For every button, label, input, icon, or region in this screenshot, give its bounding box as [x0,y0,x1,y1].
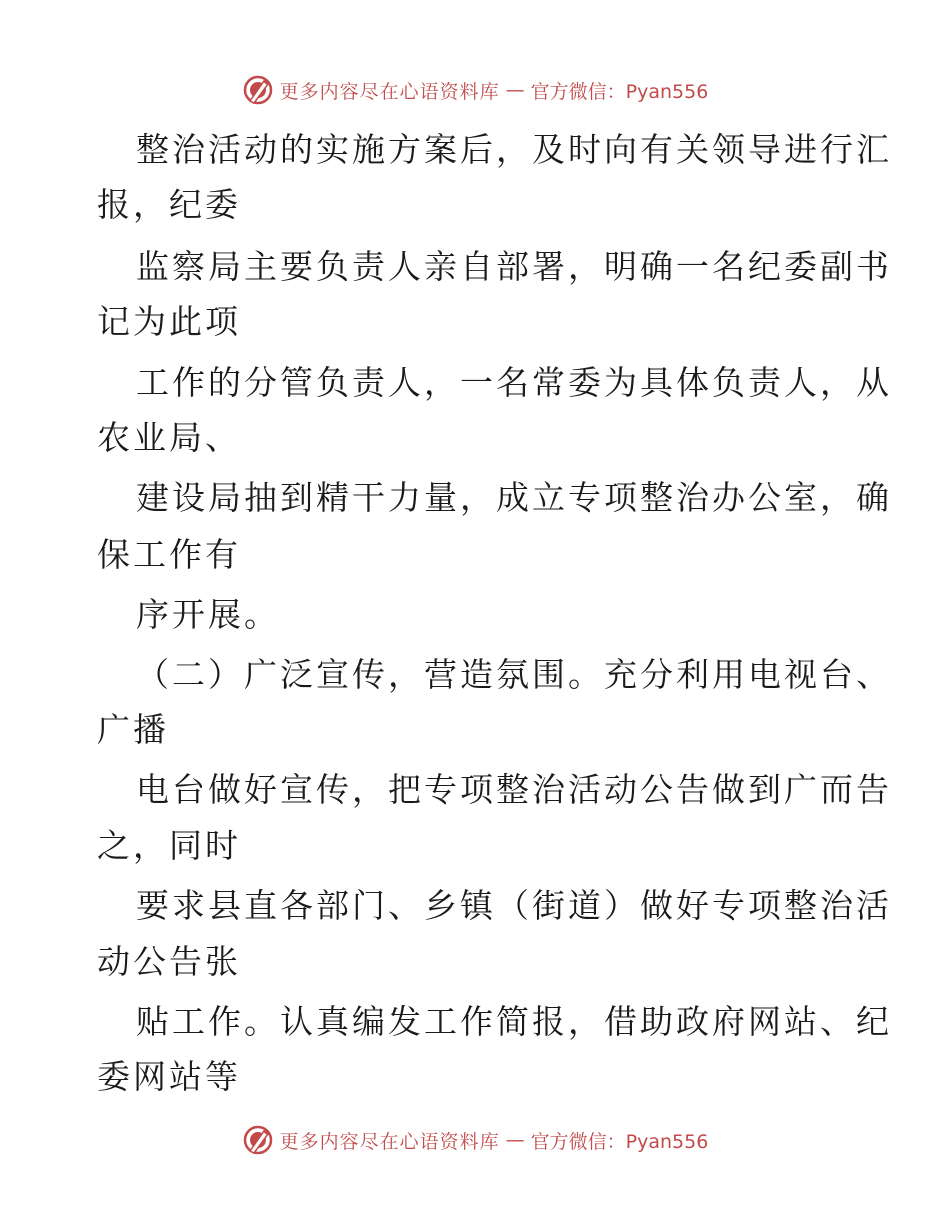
body-line: （二）广泛宣传，营造氛围。充分利用电视台、 [136,655,892,694]
body-line: 建设局抽到精干力量，成立专项整治办公室，确 [136,478,892,517]
body-line: 委网站等 [97,1057,241,1096]
body-line: 保工作有 [97,535,241,574]
banner-title: 更多内容尽在心语资料库 [279,1130,500,1153]
header-banner [0,70,950,110]
body-line: 动公告张 [97,942,241,981]
footer-banner [0,1120,950,1160]
body-line: 监察局主要负责人亲自部署，明确一名纪委副书 [136,247,892,286]
banner-wechat: 官方微信：Pyan556 [530,80,709,103]
pen-logo-icon [242,74,274,106]
body-line: 记为此项 [97,302,241,341]
banner-wechat: 官方微信：Pyan556 [530,1130,709,1153]
body-line: 之，同时 [97,826,241,865]
banner-separator: — [505,79,525,101]
pen-logo-icon [242,1124,274,1156]
body-line: 广播 [97,710,169,749]
body-line: 序开展。 [136,595,280,634]
banner-separator: — [505,1129,525,1151]
body-line: 农业局、 [97,418,241,457]
body-line: 整治活动的实施方案后，及时向有关领导进行汇 [136,130,892,169]
body-line: 电台做好宣传，把专项整治活动公告做到广而告 [136,770,892,809]
body-line: 贴工作。认真编发工作简报，借助政府网站、纪 [136,1002,892,1041]
body-line: 要求县直各部门、乡镇（街道）做好专项整治活 [136,886,892,925]
banner-title: 更多内容尽在心语资料库 [279,80,500,103]
body-line: 报，纪委 [97,185,241,224]
body-line: 工作的分管负责人，一名常委为具体负责人，从 [136,363,892,402]
